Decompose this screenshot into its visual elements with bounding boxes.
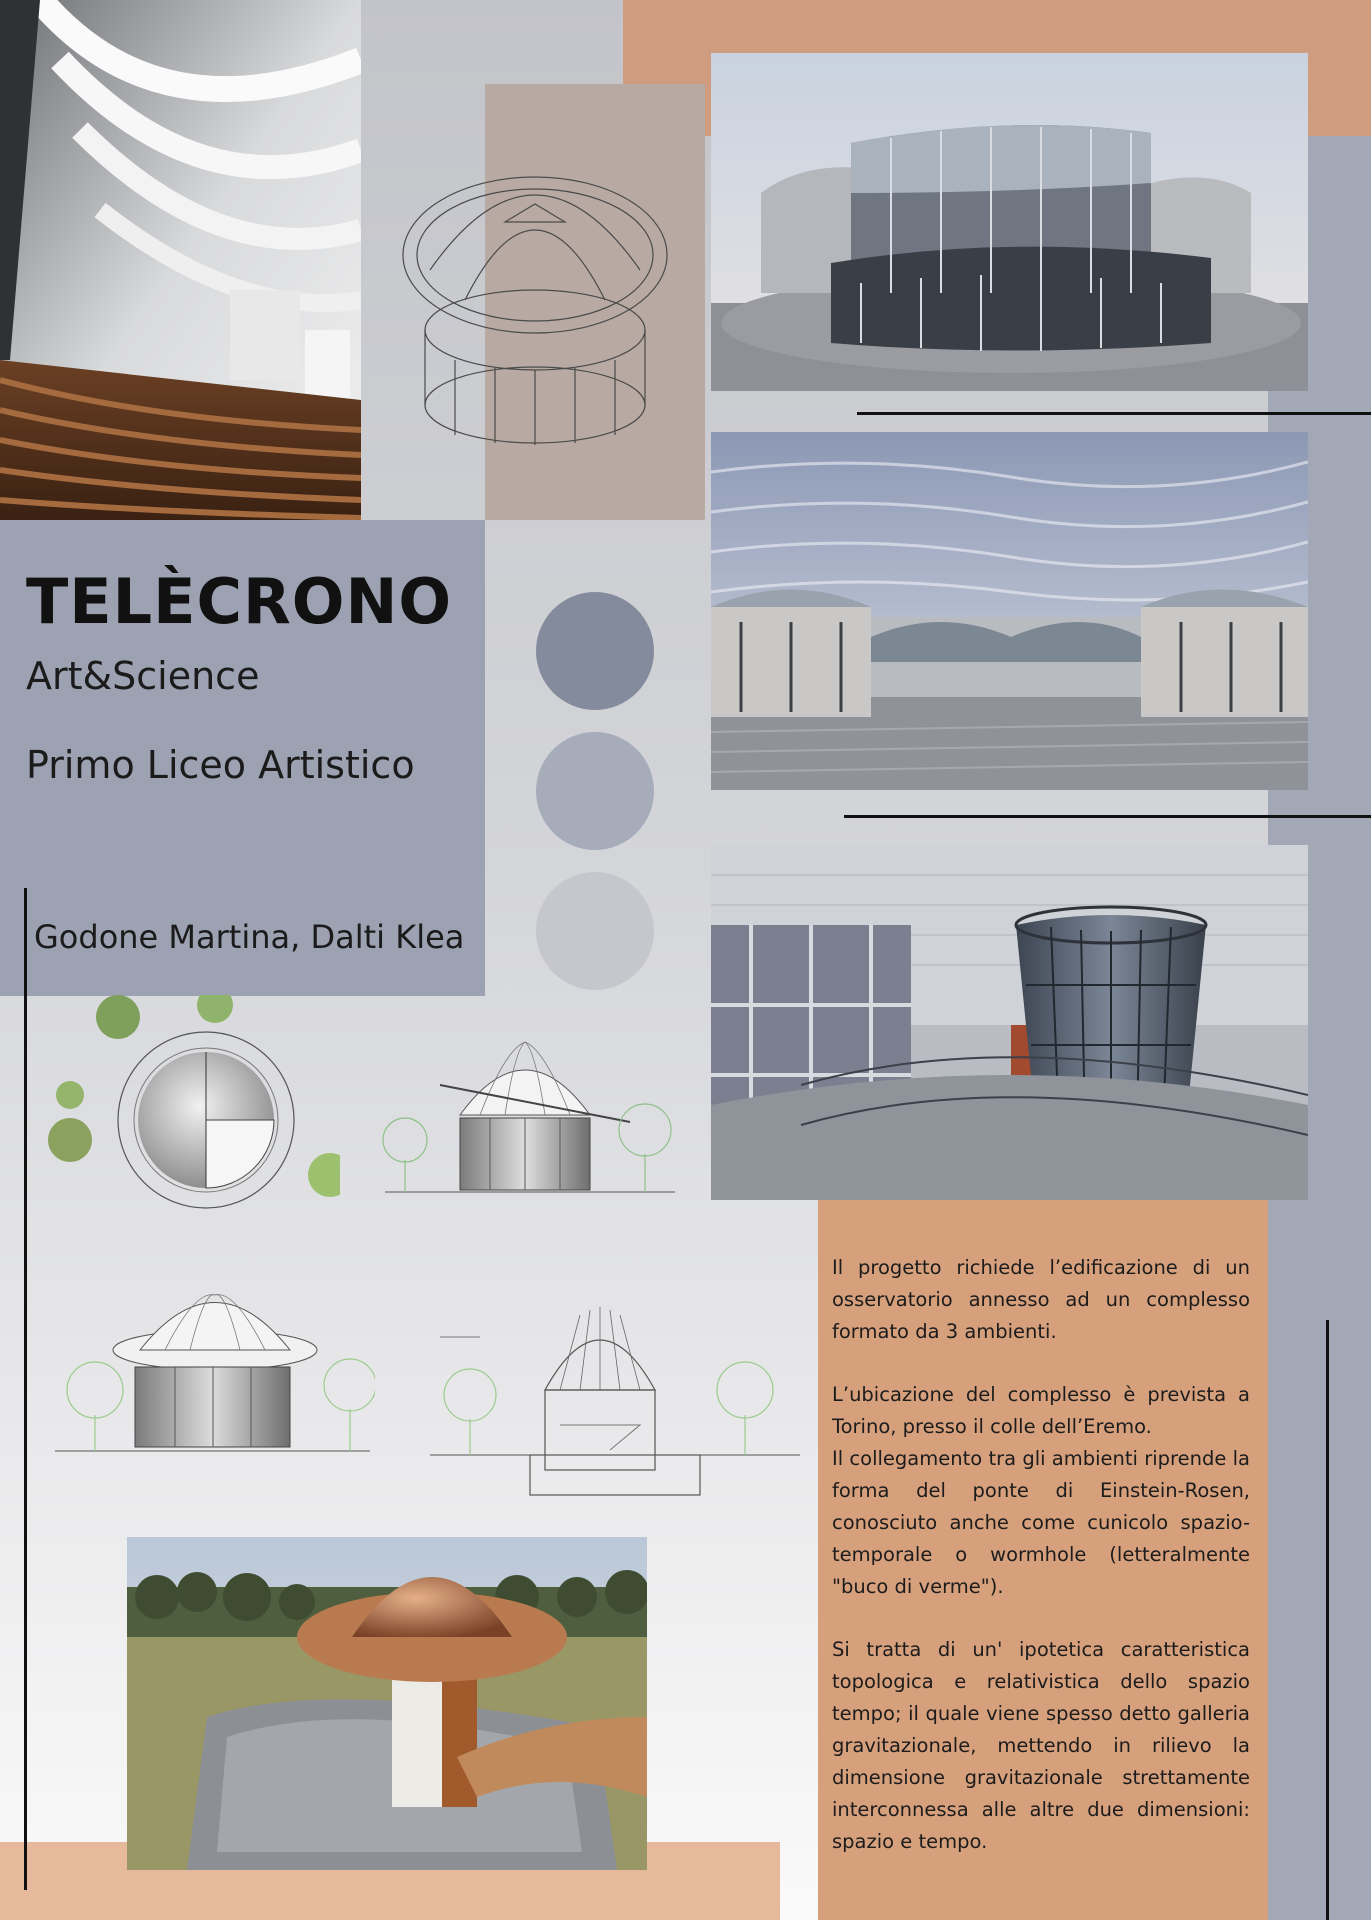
poster-title: TELÈCRONO <box>26 565 453 638</box>
section-drawing <box>430 1295 800 1505</box>
plan-drawing <box>40 995 340 1210</box>
description-paragraph-2b: Il collegamento tra gli ambienti riprende la forma del ponte di Einstein-Rosen, conosciuto anche come cunicolo spazio-temporale o wormhole (letteralmente "buco di verme"). <box>832 1447 1250 1598</box>
auditorium-photo <box>0 0 361 520</box>
elevation-drawing-2 <box>55 1285 375 1460</box>
render-twin-domes <box>711 432 1308 790</box>
render-glass-tower <box>711 845 1308 1200</box>
swatch-dark <box>536 592 654 710</box>
swatch-mid <box>536 732 654 850</box>
swatch-light <box>536 872 654 990</box>
authors: Godone Martina, Dalti Klea <box>34 918 465 956</box>
school-name: Primo Liceo Artistico <box>26 743 415 787</box>
render-rotunda <box>711 53 1308 391</box>
render-copper-dome <box>127 1537 647 1870</box>
description-paragraph-1: Il progetto richiede l’edificazione di un osservatorio annesso ad un complesso formato da 3 ambienti. <box>832 1256 1250 1343</box>
elevation-drawing-1 <box>355 1030 680 1200</box>
project-description <box>832 1252 1250 1889</box>
left-vertical-line <box>24 888 27 1890</box>
description-paragraph-3: Si tratta di un' ipotetica caratteristica topologica e relativistica dello spazio tempo; il quale viene spesso detto galleria gravitazionale, mettendo in rilievo la dimensione gravitazionale strettamente interconnessa alle altre due dimensioni: spazio e tempo. <box>832 1638 1250 1853</box>
divider-line-1 <box>857 412 1371 415</box>
poster-subtitle: Art&Science <box>26 654 260 698</box>
dome-sketch <box>395 160 675 450</box>
right-vertical-line <box>1326 1320 1329 1920</box>
divider-line-2 <box>844 815 1371 818</box>
description-paragraph-2a: L’ubicazione del complesso è prevista a Torino, presso il colle dell’Eremo. <box>832 1383 1250 1438</box>
